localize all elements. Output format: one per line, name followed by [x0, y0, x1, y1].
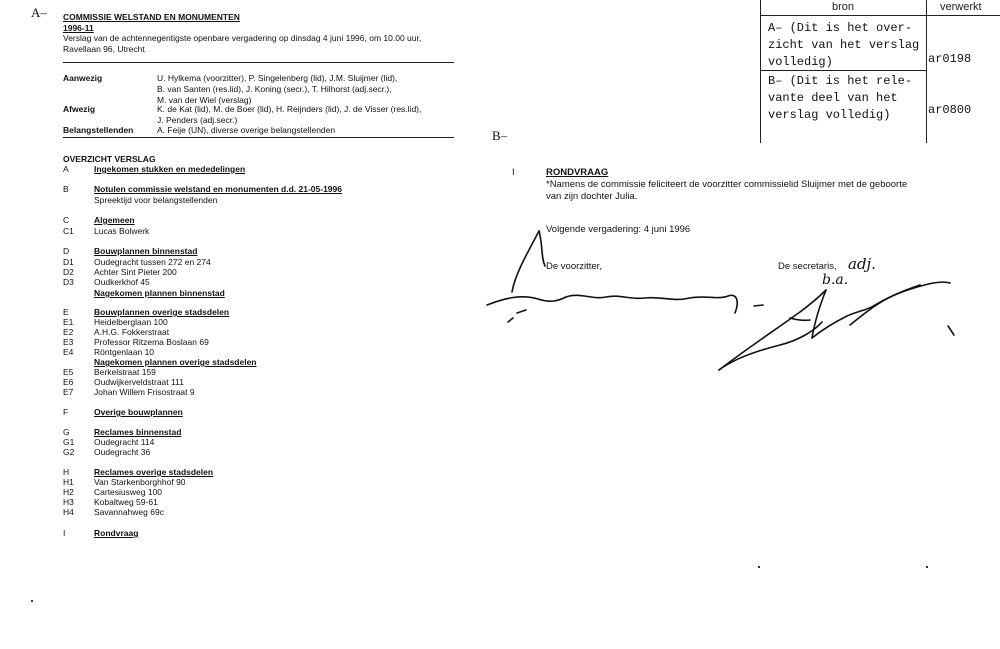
overview-entry: Professor Ritzema Boslaan 69 [94, 337, 209, 347]
present-line: U. Hylkema (voorzitter), P. Singelenberg (lid), J.M. Sluijmer (lid), [157, 73, 398, 83]
report-number: 1996-11 [63, 23, 94, 33]
secretary-label: De secretaris, [778, 261, 837, 272]
overview-entry: Lucas Bolwerk [94, 226, 150, 236]
present-line: B. van Santen (res.lid), J. Koning (secr.), T. Hilhorst (adj.secr.), [157, 84, 392, 94]
overview-entry: Röntgenlaan 10 [94, 347, 155, 357]
overview-item-code: D3 [63, 277, 74, 287]
overview-item-code: H1 [63, 477, 74, 487]
overview-entry: Berkelstraat 159 [94, 367, 156, 377]
absent-line: K. de Kat (lid), M. de Boer (lid), H. Reijnders (lid), J. de Visser (res.lid), [157, 104, 422, 114]
header-line-1: Verslag van de achtennegentigste openbare vergadering op dinsdag 4 juni 1996, om 10.00 uur, [63, 33, 422, 43]
overview-item-code: E6 [63, 377, 74, 387]
overview-heading: Ingekomen stukken en mededelingen [94, 164, 246, 174]
overview-entry: A.H.G. Fokkerstraat [94, 327, 170, 337]
next-meeting: Volgende vergadering: 4 juni 1996 [546, 224, 691, 235]
header-line-2: Ravellaan 96, Utrecht [63, 44, 145, 54]
overview-item-code: H4 [63, 507, 74, 517]
overview-item-code: C [63, 215, 70, 225]
overview-item-code: D [63, 246, 70, 256]
overview-heading: Nagekomen plannen overige stadsdelen [94, 357, 257, 367]
stamp-code-b: ar0800 [928, 103, 972, 117]
overview-item-code: D2 [63, 267, 74, 277]
overview-item-code: E7 [63, 387, 74, 397]
overview-heading: Algemeen [94, 215, 135, 225]
overview-item-code: C1 [63, 226, 74, 236]
overview-item-code: A [63, 164, 69, 174]
stamp-col-verwerkt: verwerkt [940, 1, 982, 13]
overview-item-code: E2 [63, 327, 74, 337]
overview-heading: Reclames binnenstad [94, 427, 182, 437]
overview-heading: Reclames overige stadsdelen [94, 467, 214, 477]
overview-item-code: F [63, 407, 69, 417]
overview-item-code: E1 [63, 317, 74, 327]
overview-entry: Kobaltweg 59-61 [94, 497, 158, 507]
overview-item-code: E [63, 307, 69, 317]
rondvraag-code: I [512, 167, 515, 178]
overview-entry: Oudkerkhof 45 [94, 277, 150, 287]
overview-item-code: E3 [63, 337, 74, 347]
overview-heading: Rondvraag [94, 528, 139, 538]
overview-heading: Overige bouwplannen [94, 407, 183, 417]
overview-item-code: G1 [63, 437, 75, 447]
stakeholders-line: A. Feije (UN), diverse overige belangstellenden [157, 125, 336, 135]
overview-item-code: E5 [63, 367, 74, 377]
overview-item-code: I [63, 528, 66, 538]
overview-heading: Notulen commissie welstand en monumenten d.d. 21-05-1996 [94, 184, 342, 194]
overview-entry: Oudegracht 36 [94, 447, 151, 457]
stamp-note-b: B– (Dit is het rele- vante deel van het verslag volledig) [768, 74, 913, 122]
organization-title: COMMISSIE WELSTAND EN MONUMENTEN [63, 12, 240, 22]
scan-dot [926, 566, 928, 568]
stamp-note-a: A– (Dit is het over- zicht van het verslag volledig) [768, 21, 920, 69]
stamp-code-a: ar0198 [928, 52, 972, 66]
overview-entry: Johan Willem Frisostraat 9 [94, 387, 195, 397]
overview-item-code: D1 [63, 257, 74, 267]
secretary-note-ba: b.a. [822, 272, 849, 288]
overview-heading: Nagekomen plannen binnenstad [94, 288, 225, 298]
overview-heading: Bouwplannen overige stadsdelen [94, 307, 230, 317]
chair-label: De voorzitter, [546, 261, 602, 272]
overview-entry: Van Starkenborghhof 90 [94, 477, 186, 487]
margin-mark-b: B– [492, 128, 508, 143]
overview-item-code: H [63, 467, 70, 477]
scan-dot [758, 566, 760, 568]
overview-item-code: G [63, 427, 70, 437]
overview-title: OVERZICHT VERSLAG [63, 154, 156, 164]
rondvraag-line-1: *Namens de commissie feliciteert de voorzitter commissielid Sluijmer met de geboorte [546, 179, 908, 190]
overview-item-code: G2 [63, 447, 75, 457]
overview-entry: Oudegracht 114 [94, 437, 155, 447]
overview-item-code: H3 [63, 497, 74, 507]
overview-item-code: B [63, 184, 69, 194]
secretary-note-adj: adj. [848, 255, 876, 273]
overview-entry: Cartesiusweg 100 [94, 487, 163, 497]
absent-label: Afwezig [63, 104, 96, 114]
rondvraag-line-2: van zijn dochter Julia. [546, 191, 638, 202]
stamp-col-bron: bron [832, 1, 855, 13]
present-line: M. van der Wiel (verslag) [157, 95, 252, 105]
overview-entry: Oudwijkerveldstraat 111 [94, 377, 184, 387]
overview-entry: Savannahweg 69c [94, 507, 164, 517]
stakeholders-label: Belangstellenden [63, 125, 134, 135]
overview-entry: Heidelberglaan 100 [94, 317, 168, 327]
present-label: Aanwezig [63, 73, 103, 83]
scan-dot [31, 600, 33, 602]
overview-heading: Bouwplannen binnenstad [94, 246, 198, 256]
overview-entry: Oudegracht tussen 272 en 274 [94, 257, 211, 267]
absent-line: J. Penders (adj.secr.) [157, 115, 238, 125]
overview-item-code: H2 [63, 487, 74, 497]
overview-item-code: E4 [63, 347, 74, 357]
rondvraag-title: RONDVRAAG [546, 167, 609, 178]
margin-mark-a: A– [31, 5, 47, 20]
overview-entry: Achter Sint Pieter 200 [94, 267, 177, 277]
overview-entry: Spreektijd voor belangstellenden [94, 195, 218, 205]
